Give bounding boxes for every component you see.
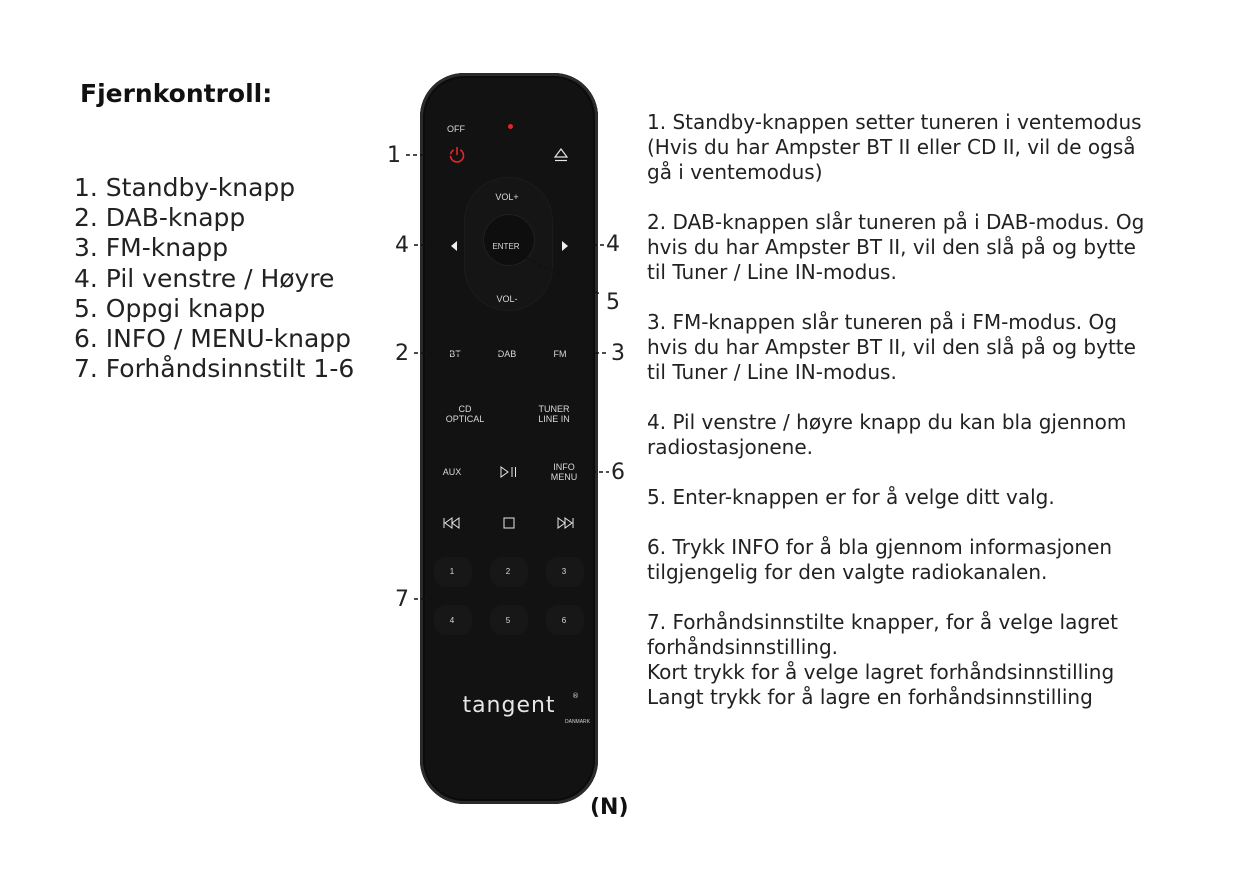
callout-5: 5	[606, 290, 620, 315]
dab-label: DAB	[497, 349, 517, 359]
tuner-line-in-label	[538, 404, 570, 424]
optical-label: OPTICAL	[445, 414, 485, 424]
off-label: OFF	[447, 124, 465, 134]
legend-item: 5. Oppgi knapp	[74, 293, 266, 323]
stop-icon	[503, 517, 515, 529]
description-line: 4. Pil venstre / høyre knapp du kan bla gjennom	[647, 410, 1127, 434]
descriptions	[647, 110, 1232, 735]
description-line: 6. Trykk INFO for å bla gjennom informasjonen	[647, 535, 1113, 559]
callout-3: 3	[611, 341, 625, 366]
callout-6: 6	[611, 460, 625, 485]
description-4	[647, 410, 1232, 460]
remote-control	[420, 73, 598, 804]
description-line: radiostasjonene.	[647, 435, 814, 459]
description-1	[647, 110, 1232, 185]
description-line: Kort trykk for å velge lagret forhåndsinnstilling	[647, 660, 1115, 684]
legend-item: 6. INFO / MENU-knapp	[74, 324, 352, 354]
description-line: (Hvis du har Ampster BT II eller CD II, vil de også	[647, 135, 1136, 159]
description-line: til Tuner / Line IN-modus.	[647, 360, 897, 384]
enter-label: ENTER	[492, 242, 520, 251]
prev-icon	[443, 517, 461, 529]
description-line: 5. Enter-knappen er for å velge ditt valg.	[647, 485, 1055, 509]
description-7	[647, 610, 1232, 710]
cd-optical-label	[446, 404, 485, 424]
legend-item: 1. Standby-knapp	[74, 173, 296, 202]
preset-6-label: 6	[561, 616, 567, 625]
cd-label: CD	[458, 404, 472, 414]
description-line: til Tuner / Line IN-modus.	[647, 260, 897, 284]
description-6	[647, 535, 1232, 585]
info-label: INFO	[553, 462, 575, 472]
line-in-label: LINE IN	[538, 414, 570, 424]
description-line: 3. FM-knappen slår tuneren på i FM-modus. Og	[647, 310, 1117, 334]
preset-1-label: 1	[449, 567, 455, 576]
description-line: tilgjengelig for den valgte radiokanalen.	[647, 560, 1048, 584]
legend-item: 7. Forhåndsinnstilt 1-6	[74, 354, 355, 384]
legend-item: 2. DAB-knapp	[74, 203, 246, 233]
description-line: Langt trykk for å lagre en forhåndsinnstilling	[647, 685, 1093, 709]
tuner-label: TUNER	[538, 404, 570, 414]
status-led	[508, 124, 513, 129]
enter-button	[484, 215, 534, 265]
description-line: 7. Forhåndsinnstilte knapper, for å velge lagret	[647, 610, 1118, 634]
aux-label: AUX	[442, 467, 462, 477]
next-icon	[556, 517, 574, 529]
description-2	[647, 210, 1232, 285]
callout-7: 7	[395, 587, 409, 612]
power-icon	[448, 146, 466, 164]
arrow-right-icon	[562, 241, 568, 251]
callout-2: 2	[395, 341, 409, 366]
vol-up-label: VOL+	[495, 192, 519, 202]
brand-registered-mark: ®	[572, 692, 579, 700]
language-marker: (N)	[590, 795, 629, 820]
preset-2-label: 2	[505, 567, 511, 576]
eject-icon	[553, 147, 569, 163]
arrow-left-icon	[451, 241, 457, 251]
legend-item: 4. Pil venstre / Høyre	[74, 263, 335, 293]
description-5	[647, 485, 1232, 510]
description-line: 1. Standby-knappen setter tuneren i ventemodus	[647, 110, 1142, 134]
preset-5-label: 5	[505, 616, 511, 625]
preset-3-label: 3	[561, 567, 567, 576]
description-line: 2. DAB-knappen slår tuneren på i DAB-modus. Og	[647, 210, 1145, 234]
callout-4-right: 4	[606, 232, 620, 257]
brand-logo: tangent	[462, 693, 556, 718]
info-menu-label	[551, 462, 578, 482]
description-line: hvis du har Ampster BT II, vil den slå på og bytte	[647, 235, 1136, 259]
brand-subtitle: DANMARK	[565, 719, 591, 725]
bt-label: BT	[449, 349, 461, 359]
description-line: forhåndsinnstilling.	[647, 635, 838, 659]
description-line: hvis du har Ampster BT II, vil den slå på og bytte	[647, 335, 1136, 359]
play-pause-icon	[500, 466, 518, 478]
vol-down-label: VOL-	[496, 294, 518, 304]
callout-4-left: 4	[395, 233, 409, 258]
description-3	[647, 310, 1232, 385]
menu-label: MENU	[550, 472, 578, 482]
description-line: gå i ventemodus)	[647, 160, 823, 184]
legend-item: 3. FM-knapp	[74, 233, 229, 263]
preset-4-label: 4	[449, 616, 455, 625]
fm-label: FM	[553, 349, 567, 359]
callout-1: 1	[387, 143, 401, 168]
page-title: Fjernkontroll:	[80, 79, 273, 108]
button-legend	[74, 173, 354, 384]
